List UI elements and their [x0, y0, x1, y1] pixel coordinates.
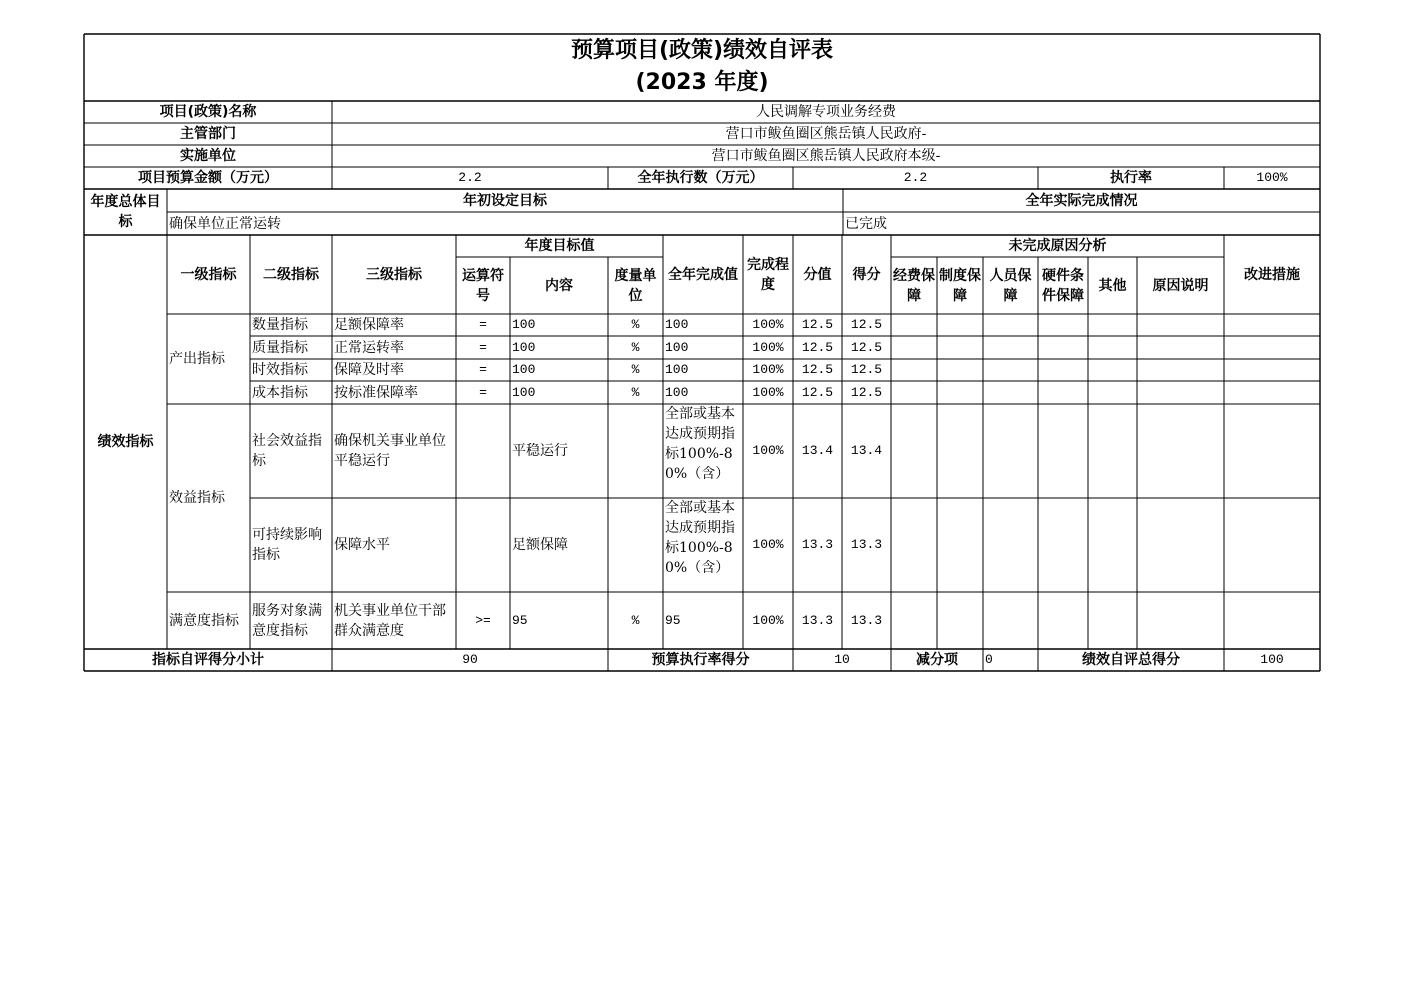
row-degree: 100%	[752, 384, 784, 400]
satisfaction-indicators-group: 满意度指标	[169, 612, 239, 629]
level2-header: 二级指标	[263, 266, 319, 283]
row-unit	[608, 498, 663, 592]
row-score: 13.3	[850, 612, 883, 628]
annual-execution-label: 全年执行数（万元）	[637, 170, 764, 186]
completed-value-header: 全年完成值	[668, 266, 738, 283]
row-level2: 数量指标	[252, 317, 308, 333]
incomplete-reasons-header: 未完成原因分析	[1008, 238, 1107, 254]
reason-fund-header: 经费保障	[893, 267, 935, 304]
reason-explanation-header: 原因说明	[1152, 277, 1209, 294]
row-score-value: 12.5	[801, 317, 834, 332]
implementing-unit-value: 营口市鲅鱼圈区熊岳镇人民政府本级-	[711, 148, 941, 164]
score-value-header: 分值	[803, 266, 832, 283]
row-content: 平稳运行	[512, 443, 568, 459]
row-operator: =	[479, 339, 487, 355]
row-degree: 100%	[752, 443, 784, 458]
budget-rate-score-value: 10	[834, 652, 850, 667]
subtotal-label: 指标自评得分小计	[152, 652, 264, 668]
row-completed: 100	[665, 317, 689, 332]
row-level2: 成本指标	[252, 384, 308, 401]
row-level3: 按标准保障率	[334, 384, 418, 401]
budget-amount-value: 2.2	[458, 170, 482, 185]
annual-target-header: 年度目标值	[524, 238, 595, 254]
row-completed: 100	[665, 339, 689, 355]
annual-execution-value: 2.2	[903, 170, 928, 185]
initial-goal-value: 确保单位正常运转	[169, 215, 281, 232]
row-degree: 100%	[752, 339, 784, 355]
benefit-indicators-group: 效益指标	[169, 490, 225, 506]
performance-indicators-label: 绩效指标	[97, 434, 154, 450]
row-operator: =	[479, 317, 487, 332]
row-score: 12.5	[850, 317, 883, 332]
total-score-value: 100	[1260, 652, 1284, 667]
actual-completion-header: 全年实际完成情况	[1025, 192, 1138, 209]
row-score: 13.4	[850, 443, 883, 458]
row-score-value: 12.5	[801, 384, 834, 400]
project-name-value: 人民调解专项业务经费	[756, 104, 896, 120]
row-degree: 100%	[752, 537, 784, 552]
row-content: 100	[512, 384, 536, 400]
actual-completion-value: 已完成	[845, 215, 887, 232]
annual-goal-label: 年度总体目标	[90, 194, 161, 230]
row-degree: 100%	[752, 317, 784, 332]
content-header: 内容	[545, 277, 573, 294]
department-label: 主管部门	[180, 126, 236, 142]
reason-system-header: 制度保障	[939, 267, 981, 304]
row-content: 100	[512, 317, 536, 332]
reason-other-header: 其他	[1098, 277, 1127, 294]
output-indicators-group: 产出指标	[169, 351, 225, 367]
row-completed: 95	[665, 612, 681, 628]
row-unit: %	[631, 362, 640, 377]
operator-header: 运算符号	[462, 267, 504, 304]
reason-staff-header: 人员保障	[989, 267, 1032, 304]
form-year: (2023 年度)	[635, 70, 769, 95]
row-score-value: 13.4	[801, 443, 834, 458]
execution-rate-label: 执行率	[1110, 170, 1152, 186]
initial-goal-header: 年初设定目标	[463, 192, 547, 209]
row-unit	[608, 404, 663, 498]
row-score: 13.3	[850, 537, 883, 552]
deduction-value: 0	[985, 652, 993, 667]
row-level3: 保障及时率	[334, 362, 404, 378]
row-level3: 足额保障率	[334, 317, 404, 333]
row-score-value: 13.3	[801, 612, 834, 628]
score-header: 得分	[852, 266, 881, 283]
department-value: 营口市鲅鱼圈区熊岳镇人民政府-	[725, 126, 927, 142]
form-title: 预算项目(政策)绩效自评表	[570, 38, 834, 63]
row-level2: 质量指标	[252, 339, 308, 356]
implementing-unit-label: 实施单位	[180, 148, 236, 164]
row-unit: %	[631, 339, 640, 355]
row-level3: 机关事业单位干部群众满意度	[334, 602, 446, 639]
execution-rate-value: 100%	[1256, 170, 1288, 185]
deduction-label: 减分项	[916, 652, 958, 668]
completion-degree-header: 完成程度	[747, 256, 789, 293]
row-score: 12.5	[850, 384, 883, 400]
row-unit: %	[631, 384, 640, 400]
unit-header: 度量单位	[614, 267, 657, 304]
row-score-value: 12.5	[801, 362, 834, 377]
row-score: 12.5	[850, 362, 883, 377]
row-score: 12.5	[850, 339, 883, 355]
row-operator	[456, 498, 510, 592]
row-level2: 可持续影响指标	[252, 527, 322, 563]
total-score-label: 绩效自评总得分	[1082, 652, 1180, 668]
row-completed: 100	[665, 384, 689, 400]
project-name-label: 项目(政策)名称	[159, 104, 257, 120]
row-content: 95	[512, 612, 528, 628]
row-level2: 社会效益指标	[252, 433, 322, 469]
reason-hardware-header: 硬件条件保障	[1042, 267, 1084, 304]
row-unit: %	[631, 317, 640, 332]
subtotal-value: 90	[462, 652, 478, 667]
row-content: 100	[512, 362, 536, 377]
row-completed: 全部或基本达成预期指标100%-80%（含）	[665, 500, 735, 576]
row-content: 100	[512, 339, 536, 355]
row-level3: 确保机关事业单位平稳运行	[334, 433, 446, 469]
row-level3: 保障水平	[334, 537, 390, 553]
row-level2: 时效指标	[252, 362, 308, 378]
row-operator: =	[479, 384, 487, 400]
row-degree: 100%	[752, 612, 784, 628]
level1-header: 一级指标	[180, 266, 237, 283]
budget-amount-label: 项目预算金额（万元）	[138, 170, 278, 186]
row-operator: =	[479, 362, 487, 377]
row-score-value: 13.3	[801, 537, 834, 552]
row-score-value: 12.5	[801, 339, 834, 355]
row-operator	[456, 404, 510, 498]
row-content: 足额保障	[512, 537, 568, 553]
row-level2: 服务对象满意度指标	[252, 602, 322, 639]
row-level3: 正常运转率	[334, 339, 404, 356]
row-completed: 全部或基本达成预期指标100%-80%（含）	[665, 406, 735, 482]
row-degree: 100%	[752, 362, 784, 377]
level3-header: 三级指标	[366, 266, 422, 283]
row-unit: %	[631, 612, 640, 628]
improvement-header: 改进措施	[1244, 266, 1300, 283]
row-completed: 100	[665, 362, 689, 377]
budget-rate-score-label: 预算执行率得分	[651, 652, 750, 668]
row-operator: >=	[475, 612, 491, 628]
